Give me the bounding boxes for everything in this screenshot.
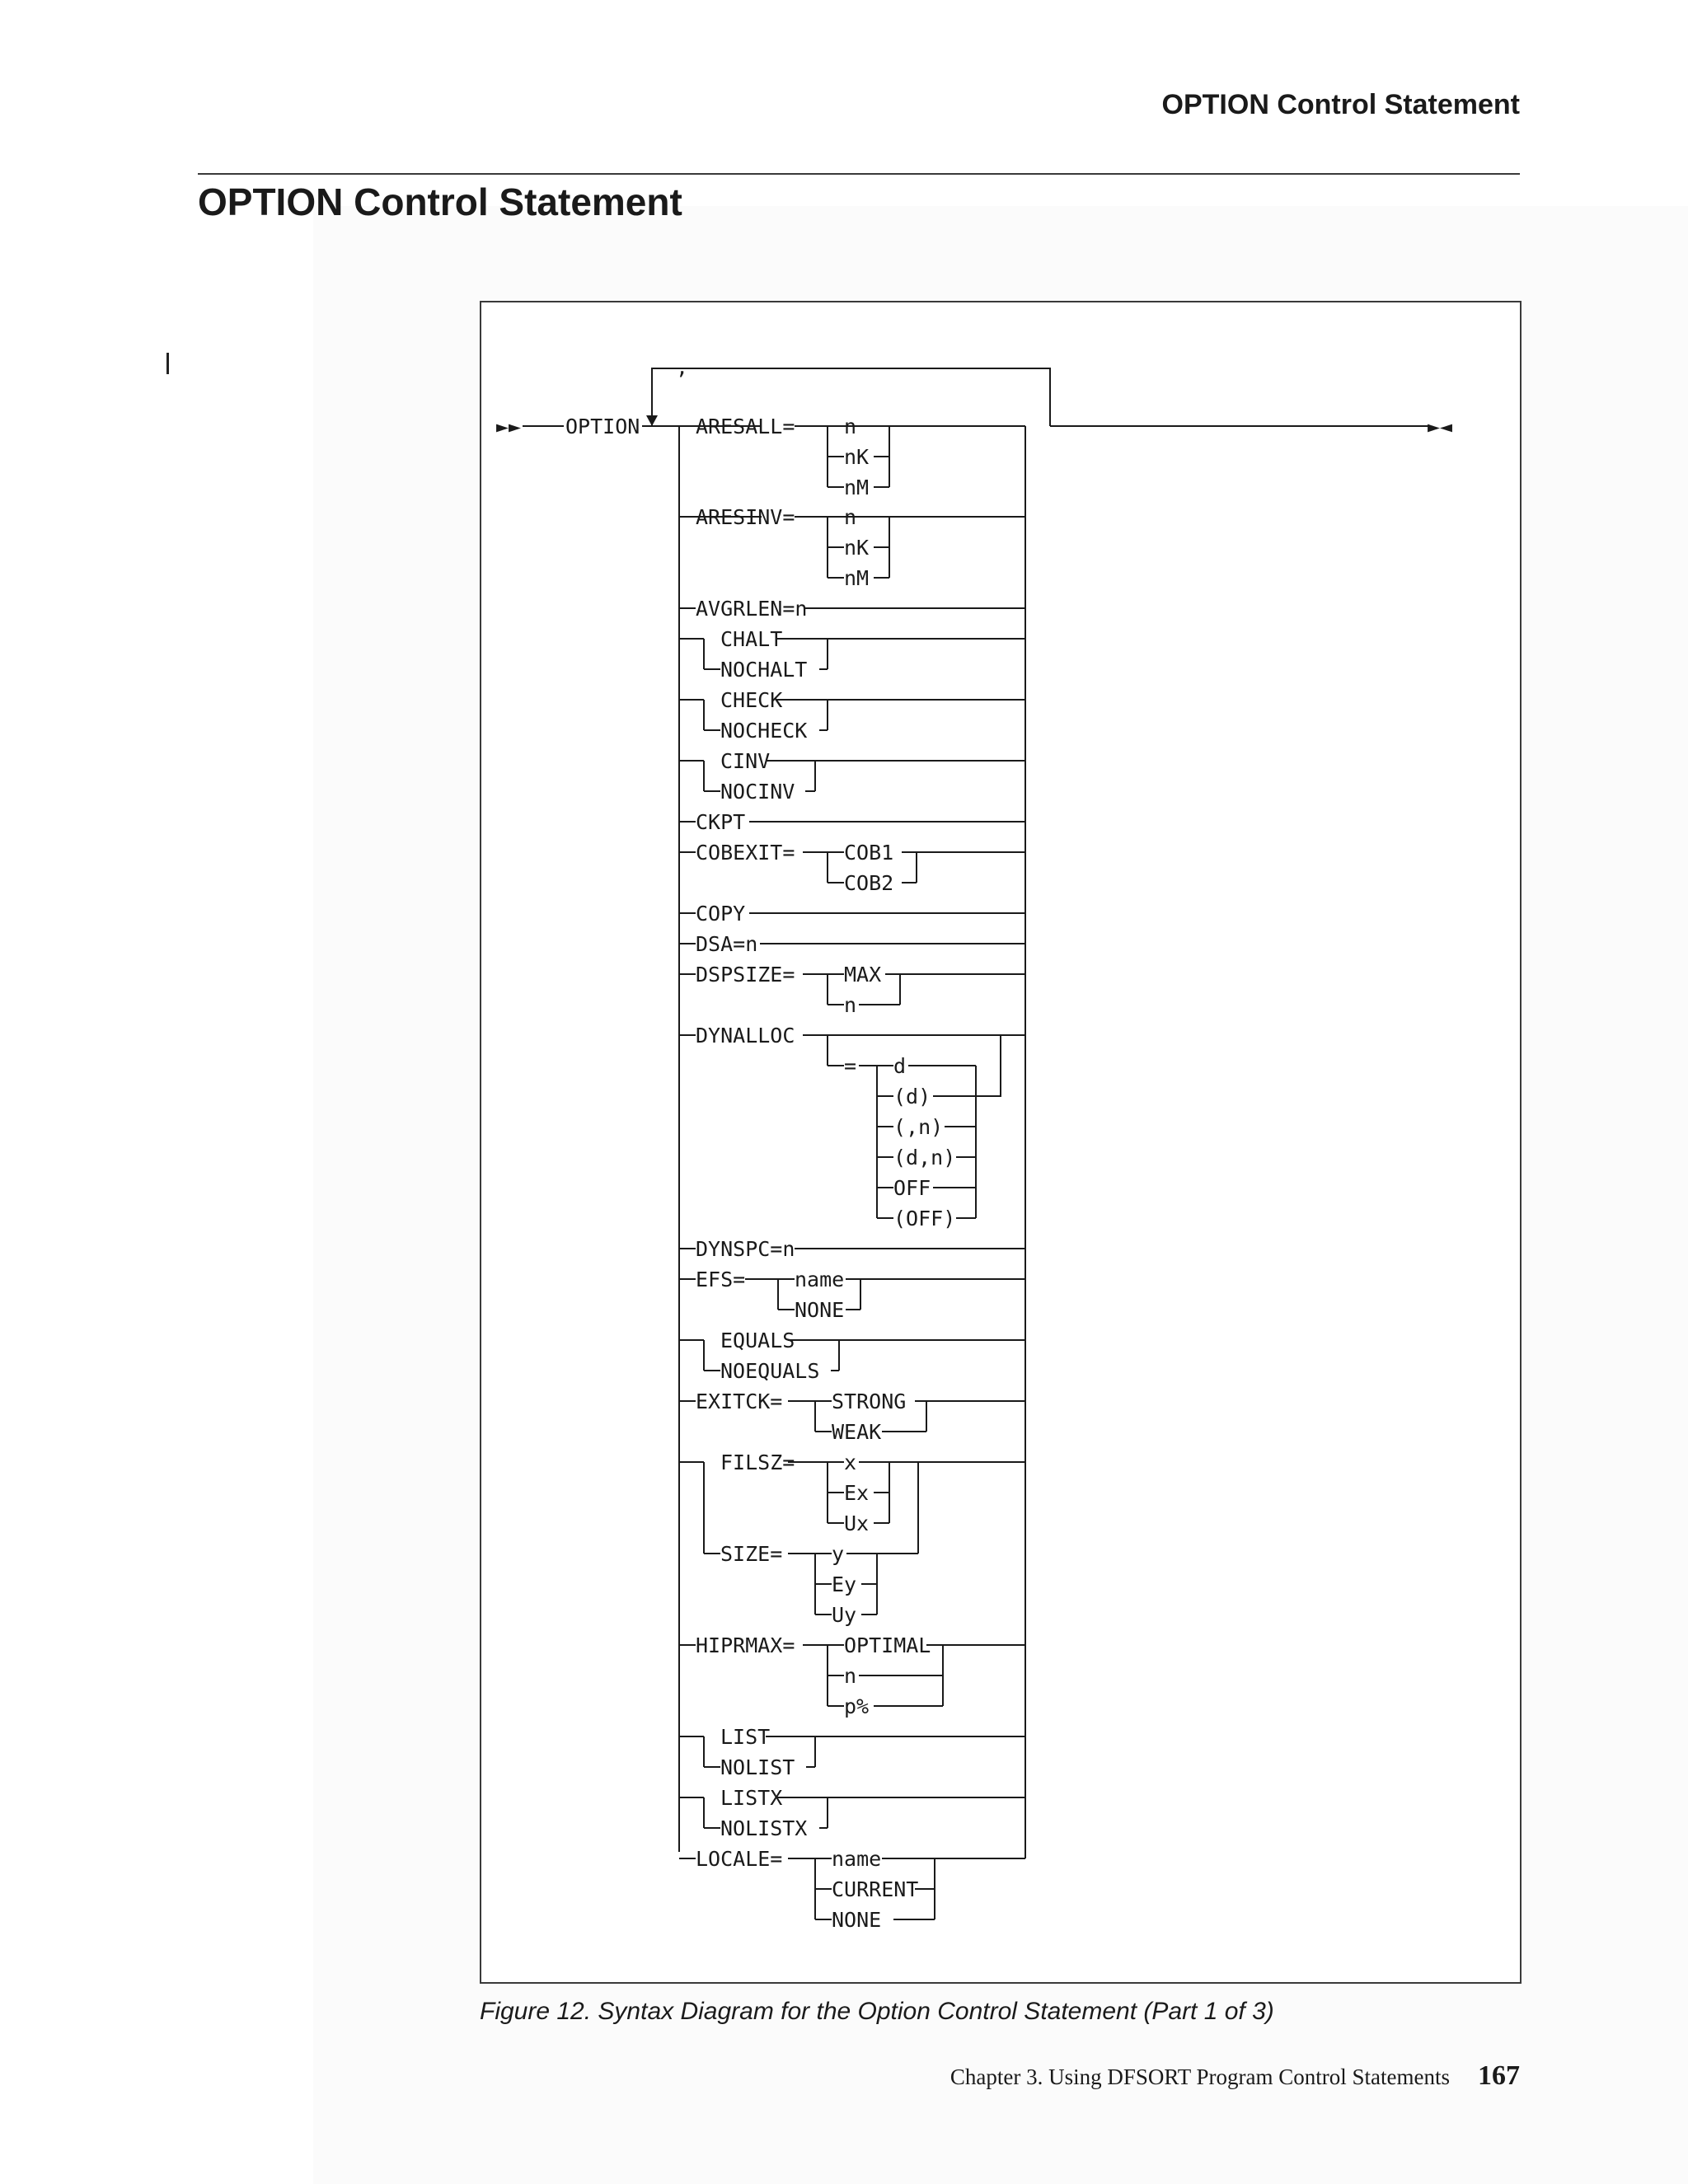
repeat-separator: , <box>676 355 689 379</box>
keyword-avgrlen: AVGRLEN=n <box>696 597 808 621</box>
aresall-value: nK <box>844 445 870 469</box>
keyword-locale: LOCALE= <box>696 1847 783 1871</box>
page-footer <box>950 2060 1520 2092</box>
keyword-nocinv: NOCINV <box>720 780 795 804</box>
dynalloc-value: (d) <box>893 1085 931 1108</box>
keyword-exitck: EXITCK= <box>696 1390 783 1413</box>
filsz-value: Ux <box>844 1511 870 1535</box>
dspsize-value: n <box>844 993 857 1017</box>
keyword-nolist: NOLIST <box>720 1755 795 1779</box>
aresinv-value: nM <box>844 566 870 590</box>
keyword-cinv: CINV <box>720 749 771 773</box>
size-value: Uy <box>832 1603 857 1627</box>
keyword-nocheck: NOCHECK <box>720 719 808 743</box>
hiprmax-value: n <box>844 1664 857 1688</box>
locale-value: CURRENT <box>832 1877 919 1901</box>
cobexit-value: COB2 <box>844 871 894 895</box>
keyword-nochalt: NOCHALT <box>720 658 808 682</box>
end-symbol: ►◄ <box>1428 415 1453 438</box>
exitck-value: WEAK <box>832 1420 882 1444</box>
figure-caption: Figure 12. Syntax Diagram for the Option Control Statement (Part 1 of 3) <box>480 1998 1274 2025</box>
filsz-value: Ex <box>844 1481 870 1505</box>
keyword-aresinv: ARESINV= <box>696 505 795 529</box>
aresall-value: n <box>844 415 857 438</box>
keyword-filsz: FILSZ= <box>720 1451 795 1474</box>
keyword-efs: EFS= <box>696 1268 746 1291</box>
dynalloc-value: (OFF) <box>893 1207 956 1230</box>
keyword-chalt: CHALT <box>720 627 783 651</box>
syntax-diagram-figure <box>480 301 1522 1984</box>
footer-chapter: Chapter 3. Using DFSORT Program Control Statements <box>950 2064 1450 2089</box>
keyword-noequals: NOEQUALS <box>720 1359 820 1383</box>
keyword-copy: COPY <box>696 902 746 926</box>
keyword-dsa: DSA=n <box>696 932 758 956</box>
dynalloc-value: (d,n) <box>893 1146 956 1169</box>
exitck-value: STRONG <box>832 1390 907 1413</box>
cobexit-value: COB1 <box>844 841 894 865</box>
keyword-ckpt: CKPT <box>696 810 746 834</box>
keyword-listx: LISTX <box>720 1786 783 1810</box>
keyword-hiprmax: HIPRMAX= <box>696 1633 795 1657</box>
page-number: 167 <box>1478 2060 1520 2091</box>
statement-name: OPTION <box>565 415 640 438</box>
size-value: y <box>832 1542 845 1566</box>
aresall-value: nM <box>844 476 870 499</box>
start-symbol: ►► <box>496 415 522 438</box>
dynalloc-value: (,n) <box>893 1115 944 1139</box>
size-value: Ey <box>832 1572 857 1596</box>
aresinv-value: nK <box>844 536 870 560</box>
running-head: OPTION Control Statement <box>1161 89 1520 120</box>
efs-value: name <box>795 1268 845 1291</box>
keyword-dynspc: DYNSPC=n <box>696 1237 795 1261</box>
keyword-list: LIST <box>720 1725 771 1749</box>
aresinv-value: n <box>844 505 857 529</box>
section-title: OPTION Control Statement <box>198 180 682 223</box>
keyword-size: SIZE= <box>720 1542 783 1566</box>
syntax-diagram <box>481 302 1520 1982</box>
dynalloc-value: OFF <box>893 1176 931 1200</box>
keyword-dspsize: DSPSIZE= <box>696 963 795 987</box>
keyword-dynalloc: DYNALLOC <box>696 1024 795 1047</box>
keyword-nolistx: NOLISTX <box>720 1816 808 1840</box>
keyword-aresall: ARESALL= <box>696 415 795 438</box>
revision-bar <box>166 353 169 374</box>
dspsize-value: MAX <box>844 963 882 987</box>
efs-value: NONE <box>795 1298 845 1322</box>
keyword-cobexit: COBEXIT= <box>696 841 795 865</box>
hiprmax-value: OPTIMAL <box>844 1633 931 1657</box>
keyword-equals: EQUALS <box>720 1329 795 1352</box>
header-rule <box>198 173 1520 175</box>
locale-value: name <box>832 1847 882 1871</box>
filsz-value: x <box>844 1451 857 1474</box>
locale-value: NONE <box>832 1908 882 1932</box>
dynalloc-equals: = <box>844 1054 857 1078</box>
keyword-check: CHECK <box>720 688 783 712</box>
dynalloc-value: d <box>893 1054 907 1078</box>
hiprmax-value: p% <box>844 1694 870 1718</box>
